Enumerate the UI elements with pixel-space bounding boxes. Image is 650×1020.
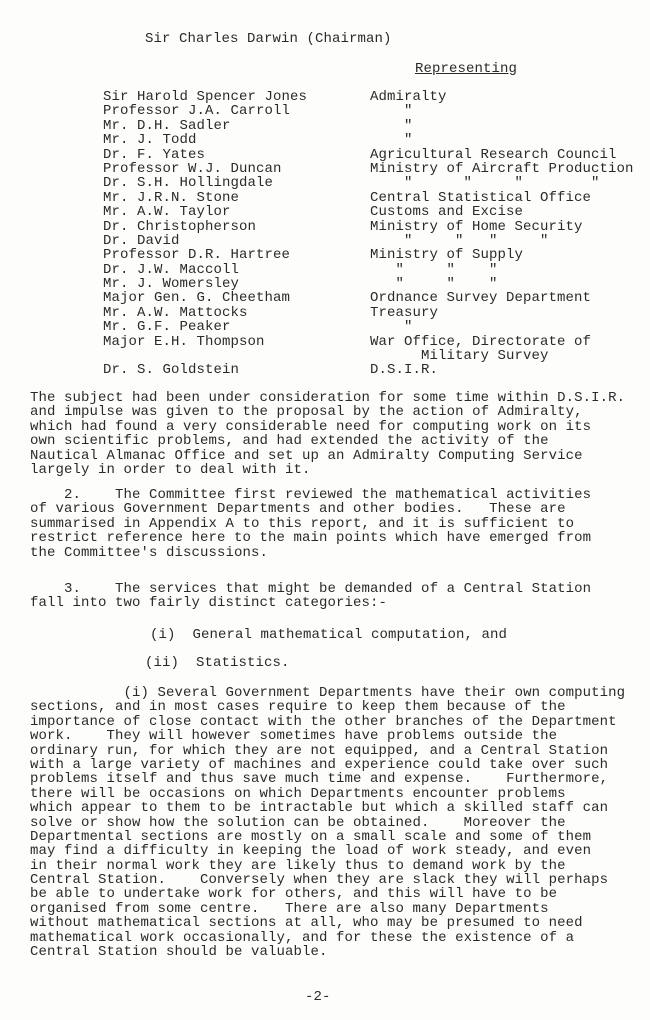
text-line: mathematical work occasionally, and for these the existence of a [30, 929, 575, 946]
member-name: Major E.H. Thompson [103, 333, 265, 350]
text-line: which appear to them to be intractable but which a skilled staff can [30, 800, 609, 817]
text-line: with a large variety of machines and experience could take over such [30, 756, 609, 773]
member-representing: Admiralty [370, 89, 447, 105]
member-representing: Ministry of Aircraft Production [370, 160, 634, 177]
member-name: Mr. G.F. Peaker [103, 319, 231, 336]
member-representing: Customs and Excise [370, 204, 524, 221]
member-representing: Ministry of Home Security [370, 218, 583, 235]
text-line: and impulse was given to the proposal by the action of Admiralty, [30, 404, 583, 421]
member-representing: War Office, Directorate of [370, 333, 592, 350]
member-name: Dr. J.W. Maccoll [103, 261, 240, 278]
member-representing: " " " [370, 261, 498, 278]
member-representing: Ministry of Supply [370, 247, 524, 264]
text-line: organised from some centre. There are also many Departments [30, 900, 549, 917]
text-line: be able to undertake work for others, and this will have to be [30, 886, 558, 903]
member-name [103, 349, 307, 363]
text-line: Nautical Almanac Office and set up an Admiralty Computing Service [30, 447, 583, 464]
member-name: Mr. J.R.N. Stone [103, 189, 240, 206]
member-representing: " [370, 319, 413, 336]
text-line: fall into two fairly distinct categories:- [30, 595, 388, 612]
text-line: of various Government Departments and other bodies. These are [30, 501, 566, 518]
text-line: (ii) Statistics. [145, 655, 290, 671]
member-name: Major Gen. G. Cheetham [103, 290, 291, 307]
paragraph-3-i [30, 686, 625, 959]
representing-heading: Representing [415, 61, 518, 77]
member-name: Professor J.A. Carroll [103, 103, 291, 120]
category-ii [145, 656, 290, 670]
paragraph-3 [30, 582, 591, 611]
member-representing: " [370, 117, 413, 134]
text-line: there will be occasions on which Departments encounter problems [30, 785, 566, 802]
text-line: solve or show how the solution can be obtained. Moreover the [30, 814, 566, 831]
category-i [150, 628, 507, 642]
text-line: Central Station. Conversely when they are slack they will perhaps [30, 872, 609, 889]
page-number: -2- [305, 989, 331, 1005]
member-name: Dr. Christopherson [103, 218, 257, 235]
text-line: problems itself and thus save much time and expense. Furthermore, [30, 771, 609, 788]
text-line: Departmental sections are mostly on a small scale and some of them [30, 828, 592, 845]
member-name: Dr. S.H. Hollingdale [103, 175, 274, 192]
text-line: 3. The services that might be demanded of a Central Station [30, 581, 592, 597]
member-representing: " [370, 132, 413, 149]
member-name: Mr. A.W. Taylor [103, 204, 231, 221]
chairman-line: Sir Charles Darwin (Chairman) [145, 31, 392, 47]
member-name: Mr. A.W. Mattocks [103, 304, 248, 321]
member-representing: " " " " [370, 175, 600, 192]
text-line: in their normal work they are likely thus to demand work by the [30, 857, 566, 874]
text-line: restrict reference here to the main points which have emerged from [30, 530, 592, 547]
member-representing-column [370, 90, 634, 378]
text-line: largely in order to deal with it. [30, 461, 311, 478]
member-representing: " " " [370, 276, 498, 293]
text-line: work. They will however sometimes have problems outside the [30, 728, 558, 745]
member-name: Dr. S. Goldstein [103, 362, 240, 379]
text-line: ordinary run, for which they are not equipped, and a Central Station [30, 742, 609, 759]
text-line: Central Station should be valuable. [30, 944, 328, 961]
member-name: Mr. J. Womersley [103, 276, 240, 293]
text-line: (i) General mathematical computation, and [150, 627, 508, 643]
member-name: Dr. F. Yates [103, 146, 206, 163]
text-line: the Committee's discussions. [30, 544, 269, 561]
member-name: Dr. David [103, 232, 180, 249]
member-name: Professor D.R. Hartree [103, 247, 291, 264]
member-name: Professor W.J. Duncan [103, 160, 282, 177]
member-representing: Military Survey [370, 348, 549, 365]
text-line: The subject had been under consideration for some time within D.S.I.R. [30, 390, 626, 406]
member-name: Sir Harold Spencer Jones [103, 89, 308, 105]
text-line: (i) Several Government Departments have their own computing [30, 685, 626, 701]
member-representing: D.S.I.R. [370, 362, 439, 379]
member-representing: Treasury [370, 304, 439, 321]
member-representing: Central Statistical Office [370, 189, 592, 206]
text-line: 2. The Committee first reviewed the mathematical activities [30, 487, 592, 503]
text-line: importance of close contact with the other branches of the Department [30, 713, 617, 730]
member-representing: " [370, 103, 413, 120]
paragraph-2 [30, 488, 591, 560]
member-representing: Agricultural Research Council [370, 146, 617, 163]
text-line: may find a difficulty in keeping the load of work steady, and even [30, 843, 592, 860]
member-name: Mr. D.H. Sadler [103, 117, 231, 134]
member-name: Mr. J. Todd [103, 132, 197, 149]
text-line: own scientific problems, and had extended the activity of the [30, 433, 549, 450]
text-line: which had found a very considerable need for computing work on its [30, 418, 592, 435]
text-line: summarised in Appendix A to this report, and it is sufficient to [30, 515, 575, 532]
member-representing: " " " " [370, 232, 549, 249]
text-line: sections, and in most cases require to keep them because of the [30, 699, 566, 716]
member-names-column [103, 90, 307, 378]
member-representing: Ordnance Survey Department [370, 290, 592, 307]
paragraph-1 [30, 391, 625, 477]
text-line: without mathematical sections at all, who may be presumed to need [30, 915, 583, 932]
